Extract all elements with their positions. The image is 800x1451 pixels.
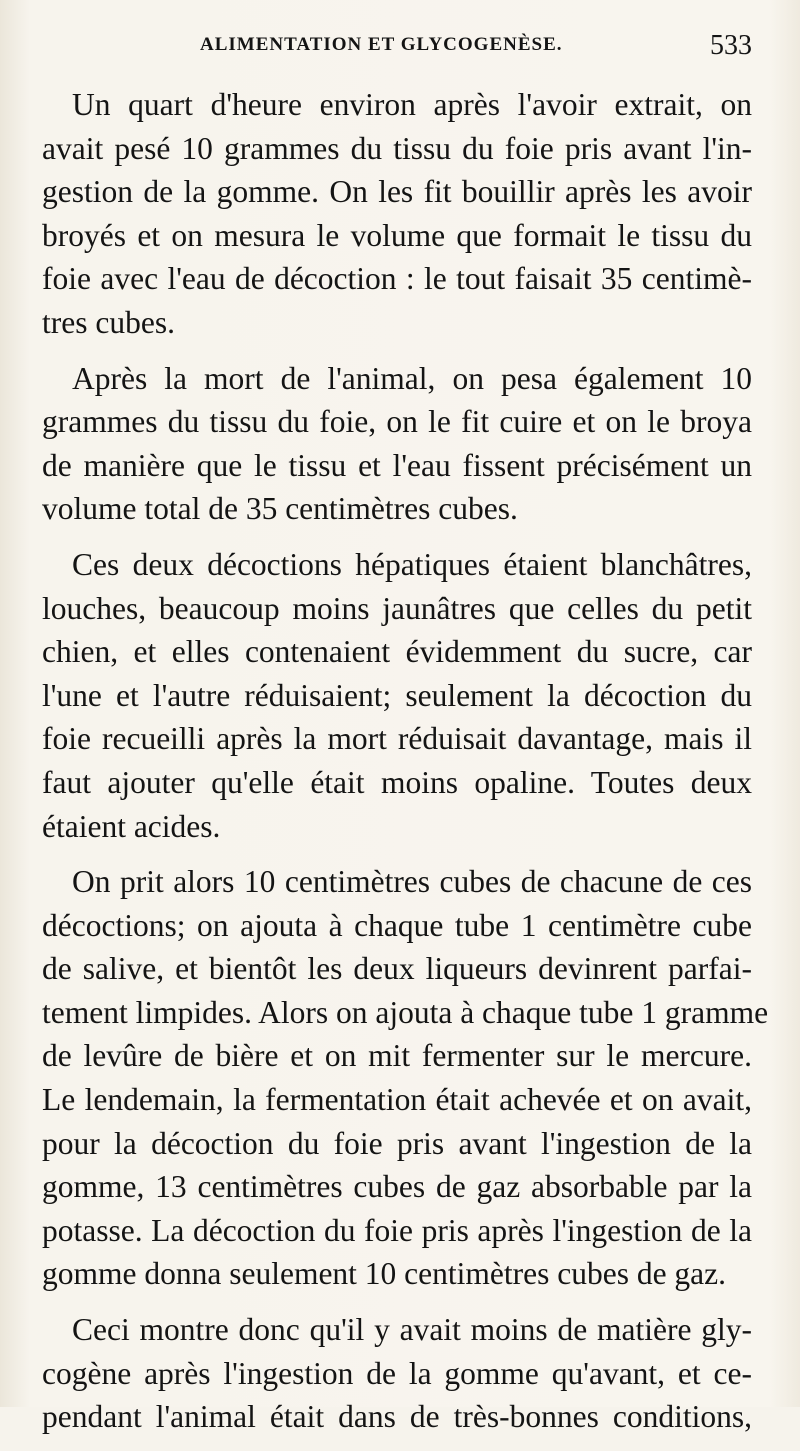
text-line: étaient acides. xyxy=(42,808,221,844)
text-line: louches, beaucoup moins jaunâtres que celles du petit xyxy=(42,590,752,626)
text-line: de levûre de bière et on mit fermenter sur le mercure. xyxy=(42,1038,752,1074)
body-text xyxy=(42,83,769,1451)
text-line: faut ajouter qu'elle était moins opaline. Toutes deux xyxy=(42,764,752,800)
text-line: pendant l'animal était dans de très-bonnes conditions, xyxy=(42,1399,752,1435)
text-line: de salive, et bientôt les deux liqueurs devinrent parfai- xyxy=(42,951,752,987)
text-line: foie avec l'eau de décoction : le tout faisait 35 centimè- xyxy=(42,261,752,297)
text-line: foie recueilli après la mort réduisait davantage, mais il xyxy=(42,721,752,757)
page-number: 533 xyxy=(710,30,752,61)
text-line: gomme, 13 centimètres cubes de gaz absorbable par la xyxy=(42,1169,752,1205)
text-line: décoctions; on ajouta à chaque tube 1 centimètre cube xyxy=(42,907,752,943)
paragraph xyxy=(42,1308,752,1439)
text-line: gestion de la gomme. On les fit bouillir après les avoir xyxy=(42,174,752,210)
text-line: tement limpides. Alors on ajouta à chaque tube 1 gramme xyxy=(42,994,769,1030)
text-line: Le lendemain, la fermentation était achevée et on avait, xyxy=(42,1082,752,1118)
text-line: broyés et on mesura le volume que formait le tissu du xyxy=(42,217,752,253)
running-title: ALIMENTATION ET GLYCOGENÈSE. xyxy=(200,34,563,55)
text-line: l'une et l'autre réduisaient; seulement la décoction du xyxy=(42,677,752,713)
text-line: cogène après l'ingestion de la gomme qu'avant, et ce- xyxy=(42,1355,752,1391)
text-line: avait pesé 10 grammes du tissu du foie pris avant l'in- xyxy=(42,130,752,166)
text-line: potasse. La décoction du foie pris après l'ingestion de la xyxy=(42,1212,752,1248)
text-line: Ces deux décoctions hépatiques étaient blanchâtres, xyxy=(72,546,752,582)
paragraph xyxy=(42,357,752,531)
paragraph xyxy=(42,860,769,1296)
paragraph xyxy=(42,83,752,345)
paragraph xyxy=(42,543,752,848)
text-line: On prit alors 10 centimètres cubes de chacune de ces xyxy=(72,864,752,900)
text-line: volume total de 35 centimètres cubes. xyxy=(42,491,518,527)
text-line: chien, et elles contenaient évidemment du sucre, car xyxy=(42,634,752,670)
text-line: gomme donna seulement 10 centimètres cubes de gaz. xyxy=(42,1256,727,1292)
text-line: Un quart d'heure environ après l'avoir extrait, on xyxy=(72,87,752,122)
text-line: tres cubes. xyxy=(42,304,175,340)
text-line: Après la mort de l'animal, on pesa également 10 xyxy=(72,360,752,396)
text-line: de manière que le tissu et l'eau fissent précisément un xyxy=(42,447,752,483)
text-line: grammes du tissu du foie, on le fit cuire et on le broya xyxy=(42,404,752,440)
text-line: pour la décoction du foie pris avant l'ingestion de la xyxy=(42,1125,752,1161)
text-line: Ceci montre donc qu'il y avait moins de matière gly- xyxy=(72,1312,752,1348)
